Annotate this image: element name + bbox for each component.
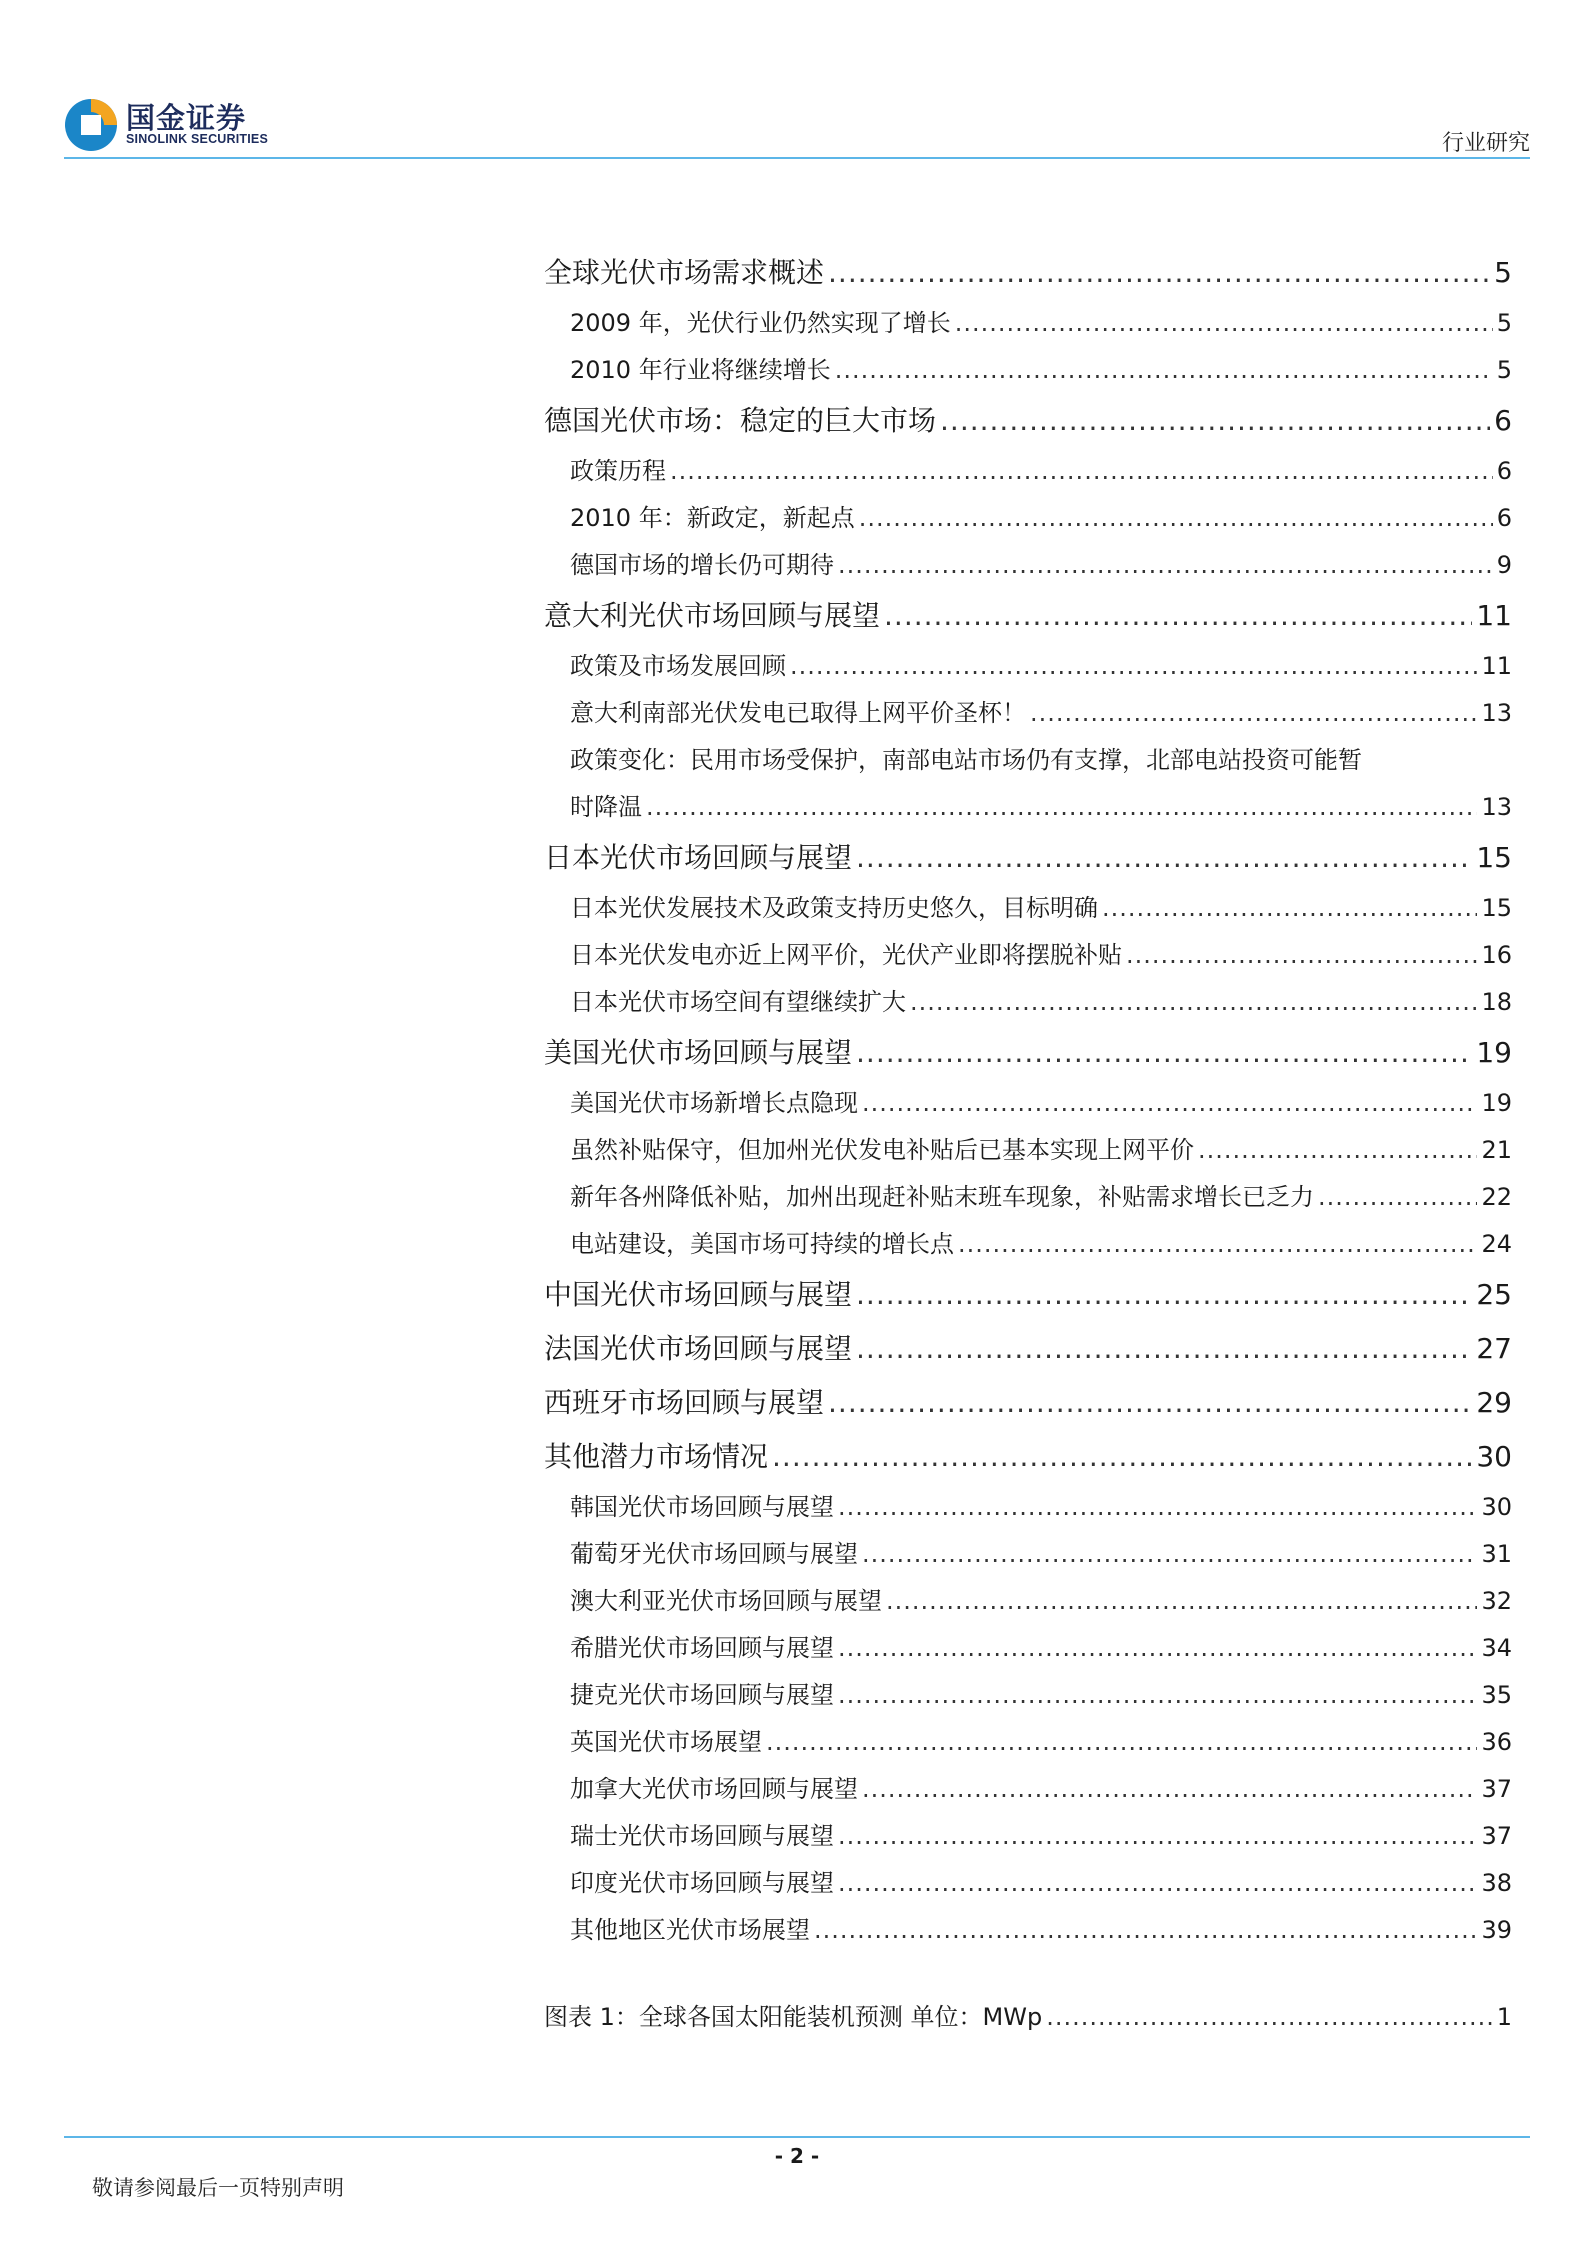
dot-leader	[835, 347, 1493, 394]
toc-chapter-title: 意大利光伏市场回顾与展望	[544, 599, 881, 632]
toc-section[interactable]	[544, 1531, 1512, 1578]
dot-leader	[856, 831, 1472, 885]
toc-section-title: 政策历程	[570, 457, 666, 485]
toc-section-title: 瑞士光伏市场回顾与展望	[570, 1822, 834, 1850]
toc-section-title: 2010 年：新政定，新起点	[570, 504, 855, 532]
toc-section-title: 政策及市场发展回顾	[570, 652, 786, 680]
dot-leader	[958, 1221, 1477, 1268]
toc-section-page: 37	[1481, 1775, 1512, 1803]
toc-chapter-title: 全球光伏市场需求概述	[544, 256, 825, 289]
dot-leader	[862, 1766, 1477, 1813]
toc-section-page: 24	[1481, 1230, 1512, 1258]
toc-chapter[interactable]	[544, 831, 1512, 885]
toc-section[interactable]	[544, 690, 1512, 737]
toc-section-title: 美国光伏市场新增长点隐现	[570, 1089, 858, 1117]
toc-section-title: 2010 年行业将继续增长	[570, 356, 831, 384]
toc-chapter-title: 日本光伏市场回顾与展望	[544, 841, 853, 874]
page-number: - 2 -	[774, 2144, 820, 2168]
toc-section-page: 34	[1481, 1634, 1512, 1662]
dot-leader	[955, 300, 1493, 347]
dot-leader	[838, 1484, 1477, 1531]
toc-section-title: 2009 年，光伏行业仍然实现了增长	[570, 309, 951, 337]
toc-section-title: 韩国光伏市场回顾与展望	[570, 1493, 834, 1521]
toc-section-page: 21	[1481, 1136, 1512, 1164]
toc-section-page: 18	[1481, 988, 1512, 1016]
dot-leader	[838, 1860, 1477, 1907]
dot-leader	[886, 1578, 1477, 1625]
toc-section-title: 英国光伏市场展望	[570, 1728, 762, 1756]
toc-section-title: 虽然补贴保守，但加州光伏发电补贴后已基本实现上网平价	[570, 1136, 1194, 1164]
toc-section[interactable]	[544, 1578, 1512, 1625]
dot-leader	[838, 1625, 1477, 1672]
logo-english-name: SINOLINK SECURITIES	[126, 132, 269, 146]
dot-leader	[828, 246, 1490, 300]
toc-section-page: 39	[1481, 1916, 1512, 1944]
toc-section[interactable]	[544, 885, 1512, 932]
footer-divider	[64, 2136, 1530, 2138]
toc-section[interactable]	[544, 1907, 1512, 1954]
dot-leader	[940, 394, 1490, 448]
toc-chapter-title: 中国光伏市场回顾与展望	[544, 1278, 853, 1311]
toc-section-page: 15	[1481, 894, 1512, 922]
toc-section[interactable]	[544, 542, 1512, 589]
dot-leader	[646, 784, 1477, 831]
toc-chapter-page: 15	[1476, 841, 1512, 874]
toc-section-page: 35	[1481, 1681, 1512, 1709]
toc-section-page: 37	[1481, 1822, 1512, 1850]
dot-leader	[838, 1672, 1477, 1719]
toc-section-page: 36	[1481, 1728, 1512, 1756]
dot-leader	[838, 542, 1493, 589]
dot-leader	[1046, 1994, 1493, 2041]
toc-chapter-page: 5	[1494, 256, 1512, 289]
dot-leader	[1030, 690, 1477, 737]
toc-section-title: 捷克光伏市场回顾与展望	[570, 1681, 834, 1709]
dot-leader	[856, 1268, 1472, 1322]
toc-section-page: 11	[1481, 652, 1512, 680]
dot-leader	[884, 589, 1472, 643]
toc-section[interactable]	[544, 784, 1512, 831]
toc-section[interactable]	[544, 1813, 1512, 1860]
figure-entry[interactable]	[544, 1994, 1512, 2041]
dot-leader	[910, 979, 1477, 1026]
toc-section[interactable]	[544, 1672, 1512, 1719]
toc-chapter-page: 6	[1494, 404, 1512, 437]
toc-chapter[interactable]	[544, 1026, 1512, 1080]
figure-entry-title: 图表 1：全球各国太阳能装机预测 单位：MWp	[544, 2003, 1043, 2031]
table-of-contents	[544, 246, 1512, 1954]
dot-leader	[1102, 885, 1477, 932]
toc-section-page: 9	[1496, 551, 1512, 579]
dot-leader	[772, 1430, 1472, 1484]
toc-section-page: 22	[1481, 1183, 1512, 1211]
toc-section[interactable]	[544, 1766, 1512, 1813]
dot-leader	[766, 1719, 1477, 1766]
toc-section-title: 时降温	[570, 793, 642, 821]
toc-chapter-title: 美国光伏市场回顾与展望	[544, 1036, 853, 1069]
dot-leader	[856, 1322, 1472, 1376]
dot-leader	[862, 1531, 1477, 1578]
toc-chapter-page: 29	[1476, 1386, 1512, 1419]
dot-leader	[1126, 932, 1477, 979]
toc-chapter-page: 30	[1476, 1440, 1512, 1473]
toc-section[interactable]	[544, 448, 1512, 495]
toc-chapter-page: 25	[1476, 1278, 1512, 1311]
report-category: 行业研究	[1441, 131, 1530, 156]
toc-chapter[interactable]	[544, 1430, 1512, 1484]
toc-section-page: 30	[1481, 1493, 1512, 1521]
toc-section[interactable]	[544, 979, 1512, 1026]
toc-chapter-page: 27	[1476, 1332, 1512, 1365]
toc-section[interactable]	[544, 300, 1512, 347]
toc-section-title: 印度光伏市场回顾与展望	[570, 1869, 834, 1897]
dot-leader	[859, 495, 1493, 542]
dot-leader	[814, 1907, 1477, 1954]
toc-chapter[interactable]	[544, 246, 1512, 300]
toc-section-title: 日本光伏发展技术及政策支持历史悠久，目标明确	[570, 894, 1098, 922]
toc-section[interactable]	[544, 1625, 1512, 1672]
toc-section-page: 38	[1481, 1869, 1512, 1897]
toc-section-title: 加拿大光伏市场回顾与展望	[570, 1775, 858, 1803]
logo-chinese-name: 国金证券	[126, 101, 247, 135]
dot-leader	[828, 1376, 1472, 1430]
toc-section-page: 13	[1481, 793, 1512, 821]
dot-leader	[1198, 1127, 1477, 1174]
toc-section-page: 31	[1481, 1540, 1512, 1568]
toc-section-title: 德国市场的增长仍可期待	[570, 551, 834, 579]
dot-leader	[856, 1026, 1472, 1080]
toc-section-title: 葡萄牙光伏市场回顾与展望	[570, 1540, 858, 1568]
dot-leader	[862, 1080, 1477, 1127]
toc-section[interactable]	[544, 1127, 1512, 1174]
toc-section[interactable]	[544, 1860, 1512, 1907]
disclaimer-note: 敬请参阅最后一页特别声明	[92, 2176, 344, 2200]
list-of-figures	[544, 1994, 1512, 2041]
sinolink-logo-icon	[64, 98, 118, 152]
toc-section-page: 5	[1496, 356, 1512, 384]
toc-section-page: 6	[1496, 457, 1512, 485]
toc-chapter[interactable]	[544, 1322, 1512, 1376]
toc-chapter-title: 西班牙市场回顾与展望	[544, 1386, 825, 1419]
toc-section-title: 电站建设，美国市场可持续的增长点	[570, 1230, 954, 1258]
toc-section-title: 澳大利亚光伏市场回顾与展望	[570, 1587, 882, 1615]
header-divider	[64, 157, 1530, 159]
toc-section[interactable]	[544, 1080, 1512, 1127]
toc-section[interactable]	[544, 1719, 1512, 1766]
toc-section-page: 13	[1481, 699, 1512, 727]
toc-section-title: 希腊光伏市场回顾与展望	[570, 1634, 834, 1662]
toc-chapter-title: 法国光伏市场回顾与展望	[544, 1332, 853, 1365]
toc-section-title: 日本光伏市场空间有望继续扩大	[570, 988, 906, 1016]
dot-leader	[1318, 1174, 1477, 1221]
figure-entry-page: 1	[1496, 2003, 1512, 2031]
toc-chapter[interactable]	[544, 1268, 1512, 1322]
toc-chapter[interactable]	[544, 589, 1512, 643]
toc-chapter-page: 11	[1476, 599, 1512, 632]
toc-section[interactable]	[544, 932, 1512, 979]
toc-section-title: 政策变化：民用市场受保护，南部电站市场仍有支撑，北部电站投资可能暂	[570, 746, 1362, 774]
toc-section[interactable]	[544, 495, 1512, 542]
toc-section-page: 6	[1496, 504, 1512, 532]
toc-chapter[interactable]	[544, 1376, 1512, 1430]
toc-section[interactable]	[544, 737, 1512, 784]
toc-chapter-title: 其他潜力市场情况	[544, 1440, 769, 1473]
toc-chapter-page: 19	[1476, 1036, 1512, 1069]
company-logo	[64, 96, 304, 154]
toc-chapter[interactable]	[544, 394, 1512, 448]
toc-chapter-title: 德国光伏市场：稳定的巨大市场	[544, 404, 937, 437]
toc-section-title: 新年各州降低补贴，加州出现赶补贴末班车现象，补贴需求增长已乏力	[570, 1183, 1314, 1211]
toc-section-page: 32	[1481, 1587, 1512, 1615]
toc-section[interactable]	[544, 1174, 1512, 1221]
toc-section[interactable]	[544, 643, 1512, 690]
toc-section[interactable]	[544, 1221, 1512, 1268]
toc-section-page: 16	[1481, 941, 1512, 969]
toc-section-title: 意大利南部光伏发电已取得上网平价圣杯！	[570, 699, 1026, 727]
toc-section-title: 日本光伏发电亦近上网平价，光伏产业即将摆脱补贴	[570, 941, 1122, 969]
dot-leader	[838, 1813, 1477, 1860]
toc-section[interactable]	[544, 1484, 1512, 1531]
toc-section[interactable]	[544, 347, 1512, 394]
dot-leader	[670, 448, 1493, 495]
toc-section-page: 5	[1496, 309, 1512, 337]
dot-leader	[790, 643, 1477, 690]
toc-section-page: 19	[1481, 1089, 1512, 1117]
toc-section-title: 其他地区光伏市场展望	[570, 1916, 810, 1944]
